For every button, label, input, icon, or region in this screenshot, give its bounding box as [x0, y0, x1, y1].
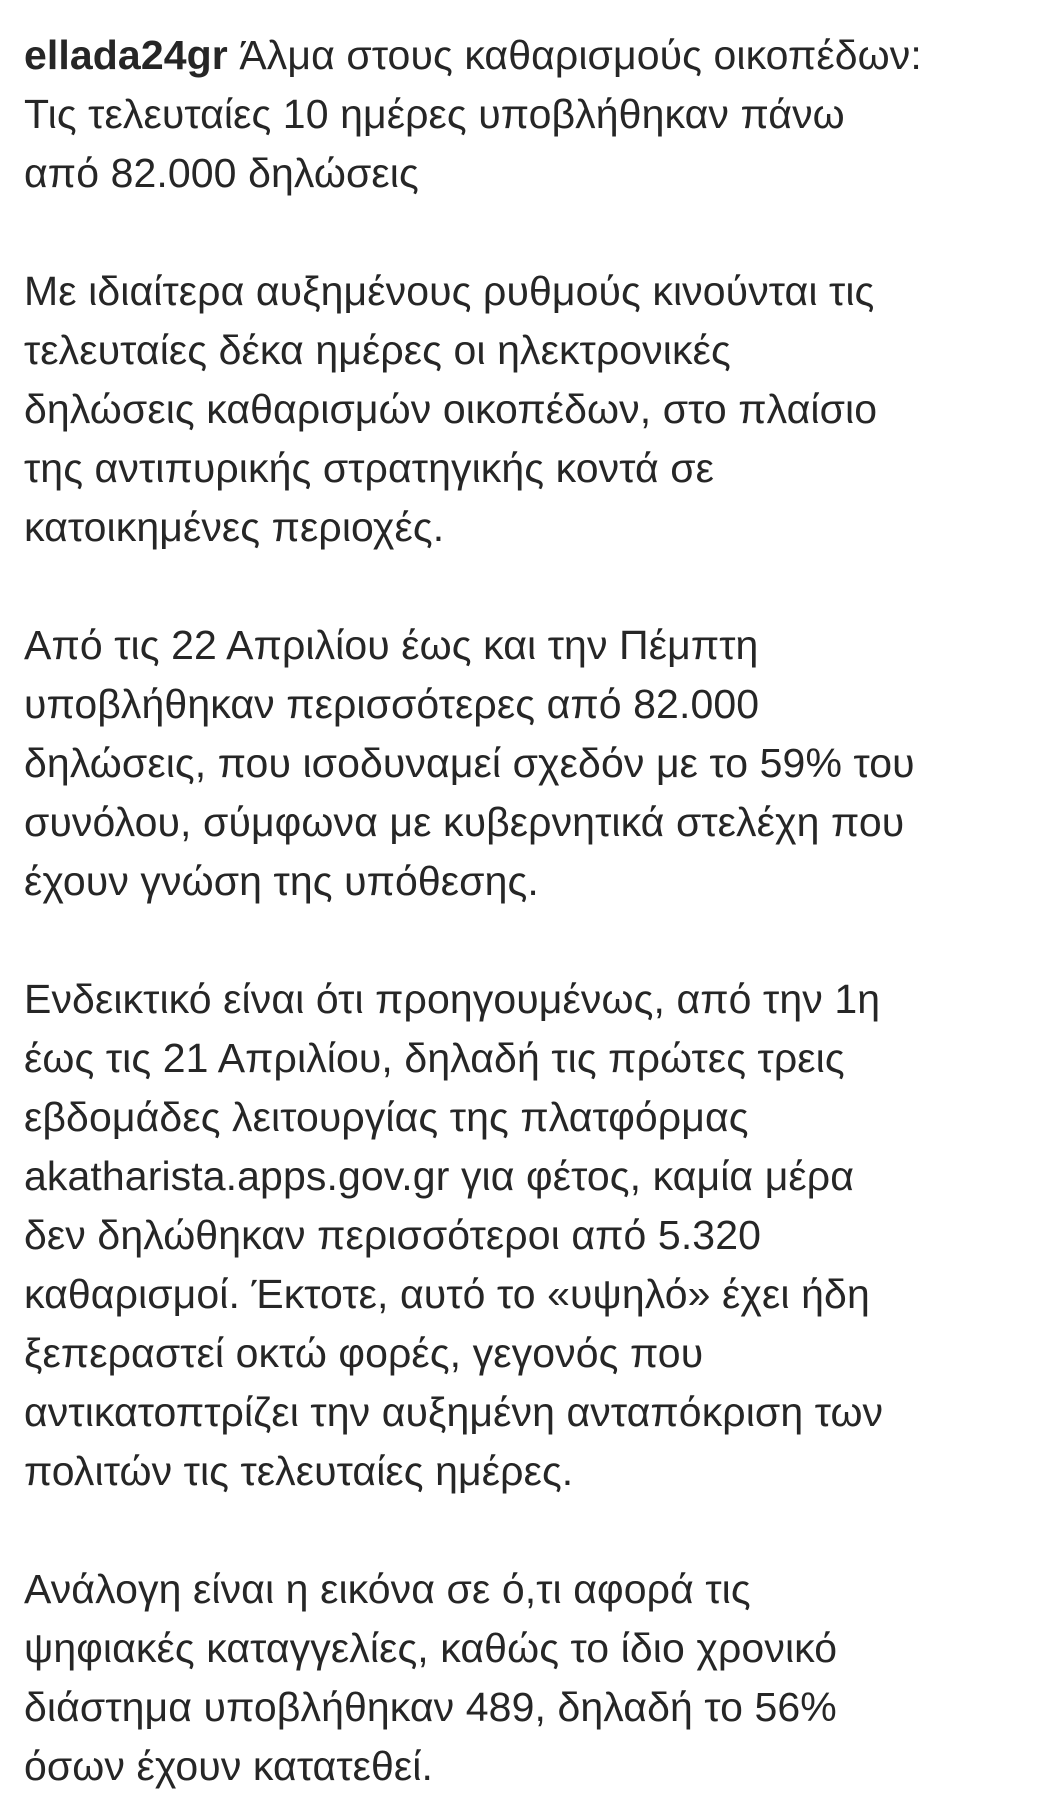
caption-paragraph-3: Ενδεικτικό είναι ότι προηγουμένως, από την 1η έως τις 21 Απριλίου, δηλαδή τις πρώτες τρεις εβδομάδες λειτουργίας της πλατφόρμας akatharista.apps.gov.gr για φέτος, καμία μέρα δεν δηλώθηκαν περισσότεροι από 5.320 καθαρισμοί. Έκτοτε, αυτό το «υψηλό» έχει ήδη ξεπεραστεί οκτώ φορές, γεγονός που αντικατοπτρίζει την αυξημένη ανταπόκριση των πολιτών τις τελευταίες ημέρες. — [24, 976, 884, 1494]
caption-paragraph-1: Με ιδιαίτερα αυξημένους ρυθμούς κινούνται τις τελευταίες δέκα ημέρες οι ηλεκτρονικές δηλώσεις καθαρισμών οικοπέδων, στο πλαίσιο της αντιπυρικής στρατηγικής κοντά σε κατοικημένες περιοχές. — [24, 268, 878, 550]
caption-headline — [24, 26, 1018, 203]
headline-text: Άλμα στους καθαρισμούς οικοπέδων: Τις τελευταίες 10 ημέρες υποβλήθηκαν πάνω από 82.000 δηλώσεις — [24, 32, 922, 196]
caption-paragraph-2: Από τις 22 Απριλίου έως και την Πέμπτη υποβλήθηκαν περισσότερες από 82.000 δηλώσεις, που ισοδυναμεί σχεδόν με το 59% του συνόλου, σύμφωνα με κυβερνητικά στελέχη που έχουν γνώση της υπόθεσης. — [24, 622, 915, 904]
caption-paragraph-4: Ανάλογη είναι η εικόνα σε ό,τι αφορά τις ψηφιακές καταγγελίες, καθώς το ίδιο χρονικό διάστημα υποβλήθηκαν 489, δηλαδή το 56% όσων έχουν κατατεθεί. — [24, 1566, 838, 1789]
username-link[interactable]: ellada24gr — [24, 32, 228, 78]
